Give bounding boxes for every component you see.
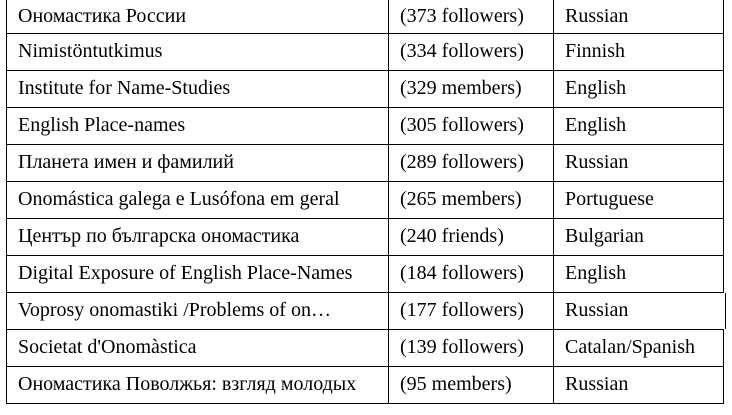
- group-name-cell: Institute for Name-Studies: [6, 71, 389, 107]
- group-name-cell: Nimistöntutkimus: [6, 34, 389, 70]
- table-row: [6, 293, 724, 330]
- table-row: [6, 182, 724, 219]
- group-count-cell: (184 followers): [389, 256, 554, 292]
- group-count-cell: (177 followers): [389, 293, 554, 329]
- group-language-cell: Russian: [554, 0, 724, 33]
- table-row: [6, 71, 724, 108]
- group-name-cell: Digital Exposure of English Place-Names: [6, 256, 389, 292]
- group-language-cell: English: [554, 71, 724, 107]
- table-row: [6, 108, 724, 145]
- table-row: [6, 256, 724, 293]
- group-count-cell: (329 members): [389, 71, 554, 107]
- group-name-cell: Център по българска ономастика: [6, 219, 389, 255]
- group-language-cell: Portuguese: [554, 182, 724, 218]
- group-name-cell: Ономастика Поволжья: взгляд молодых: [6, 367, 389, 403]
- table-row: [6, 0, 724, 34]
- table-row: [6, 367, 724, 404]
- group-name-cell: English Place-names: [6, 108, 389, 144]
- group-language-cell: Bulgarian: [554, 219, 724, 255]
- group-language-cell: Russian: [554, 367, 724, 403]
- group-count-cell: (139 followers): [389, 330, 554, 366]
- table-row: [6, 219, 724, 256]
- table-row: [6, 34, 724, 71]
- table-row: [6, 330, 724, 367]
- groups-table: [6, 0, 724, 404]
- group-count-cell: (373 followers): [389, 0, 554, 33]
- group-count-cell: (334 followers): [389, 34, 554, 70]
- group-name-cell: Onomástica galega e Lusófona em geral: [6, 182, 389, 218]
- group-name-cell: Планета имен и фамилий: [6, 145, 389, 181]
- group-count-cell: (95 members): [389, 367, 554, 403]
- group-language-cell: Russian: [554, 293, 726, 329]
- table-row: [6, 145, 724, 182]
- group-language-cell: Russian: [554, 145, 724, 181]
- group-name-cell: Ономастика России: [6, 0, 389, 33]
- group-name-cell: Voprosy onomastiki /Problems of on…: [6, 293, 389, 329]
- group-language-cell: English: [554, 108, 724, 144]
- group-count-cell: (305 followers): [389, 108, 554, 144]
- group-name-cell: Societat d'Onomàstica: [6, 330, 389, 366]
- group-language-cell: Catalan/Spanish: [554, 330, 724, 366]
- group-count-cell: (240 friends): [389, 219, 554, 255]
- group-language-cell: English: [554, 256, 724, 292]
- group-language-cell: Finnish: [554, 34, 724, 70]
- group-count-cell: (265 members): [389, 182, 554, 218]
- group-count-cell: (289 followers): [389, 145, 554, 181]
